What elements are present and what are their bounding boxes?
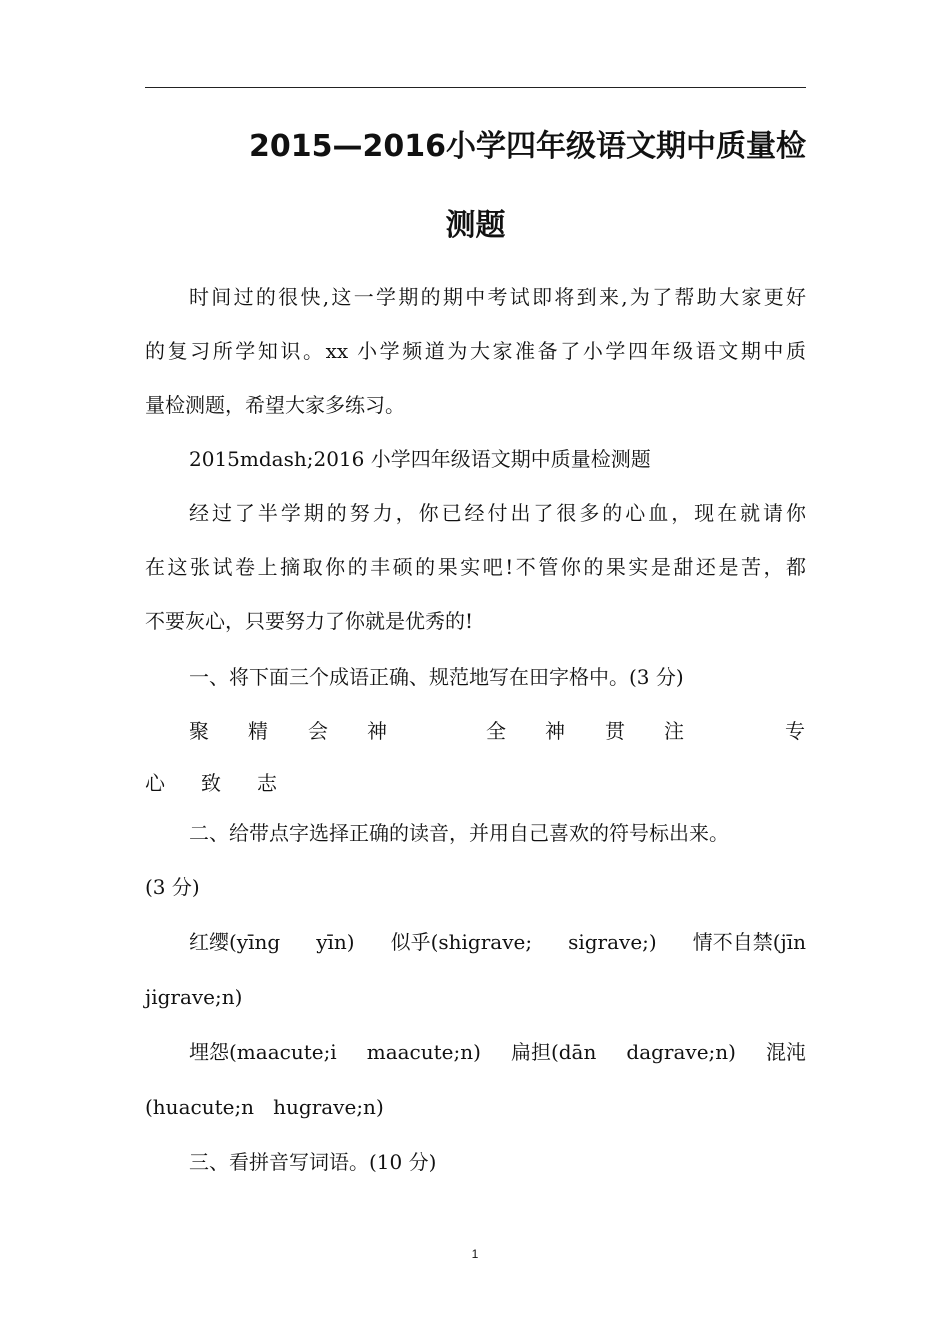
- subtitle: 2015mdash;2016 小学四年级语文期中质量检测题: [189, 447, 651, 471]
- idiom-char: 会: [308, 719, 328, 743]
- pinyin-item: 情不自禁(jīn: [692, 930, 806, 954]
- pinyin-item: yīn): [316, 930, 355, 954]
- pinyin-row1: [145, 929, 806, 955]
- encourage-line3: 不要灰心，只要努力了你就是优秀的!: [145, 609, 474, 633]
- pinyin-row1-wrap: jigrave;n): [145, 985, 243, 1009]
- page-number: 1: [471, 1247, 479, 1261]
- header-rule: [145, 87, 806, 88]
- idiom-char: 专: [785, 719, 805, 743]
- idiom-char: 注: [664, 719, 684, 743]
- pinyin-item: maacute;n): [366, 1040, 481, 1064]
- doc-title-line1: 2015—2016小学四年级语文期中质量检: [249, 129, 806, 164]
- doc-title-line2: 测题: [445, 208, 506, 243]
- pinyin-item: dagrave;n): [626, 1040, 736, 1064]
- pinyin-item: 似乎(shigrave;: [390, 930, 533, 954]
- section2-heading-line2: (3 分): [145, 875, 200, 899]
- pinyin-row2-wrap: (huacute;n hugrave;n): [145, 1095, 384, 1119]
- pinyin-row2: [145, 1039, 806, 1065]
- encourage-line2: 在这张试卷上摘取你的丰硕的果实吧!不管你的果实是甜还是苦，都: [145, 555, 806, 579]
- encourage-line1: 经过了半学期的努力，你已经付出了很多的心血，现在就请你: [189, 501, 806, 525]
- pinyin-item: 混沌: [765, 1040, 806, 1064]
- idiom-char: 聚: [189, 719, 209, 743]
- idiom-char: 神: [545, 719, 565, 743]
- section2-heading-line1: 二、给带点字选择正确的读音，并用自己喜欢的符号标出来。: [189, 821, 729, 845]
- intro-line1: 时间过的很快,这一学期的期中考试即将到来,为了帮助大家更好: [189, 285, 806, 309]
- idiom-char: 志: [257, 771, 277, 795]
- idiom-char: 心: [145, 771, 165, 795]
- pinyin-item: 扁担(dān: [510, 1040, 597, 1064]
- intro-line3: 量检测题，希望大家多练习。: [145, 393, 405, 417]
- idiom-char: 精: [248, 719, 268, 743]
- pinyin-item: 红缨(yīng: [189, 930, 281, 954]
- section3-heading: 三、看拼音写词语。(10 分): [189, 1150, 437, 1174]
- idiom-char: 贯: [605, 719, 625, 743]
- section1-heading: 一、将下面三个成语正确、规范地写在田字格中。(3 分): [189, 665, 684, 689]
- idiom-char: 致: [201, 771, 221, 795]
- pinyin-item: sigrave;): [568, 930, 657, 954]
- pinyin-item: 埋怨(maacute;i: [189, 1040, 337, 1064]
- idiom-char: 神: [367, 719, 387, 743]
- idiom-char: 全: [486, 719, 506, 743]
- intro-line2: 的复习所学知识。xx 小学频道为大家准备了小学四年级语文期中质: [145, 339, 806, 363]
